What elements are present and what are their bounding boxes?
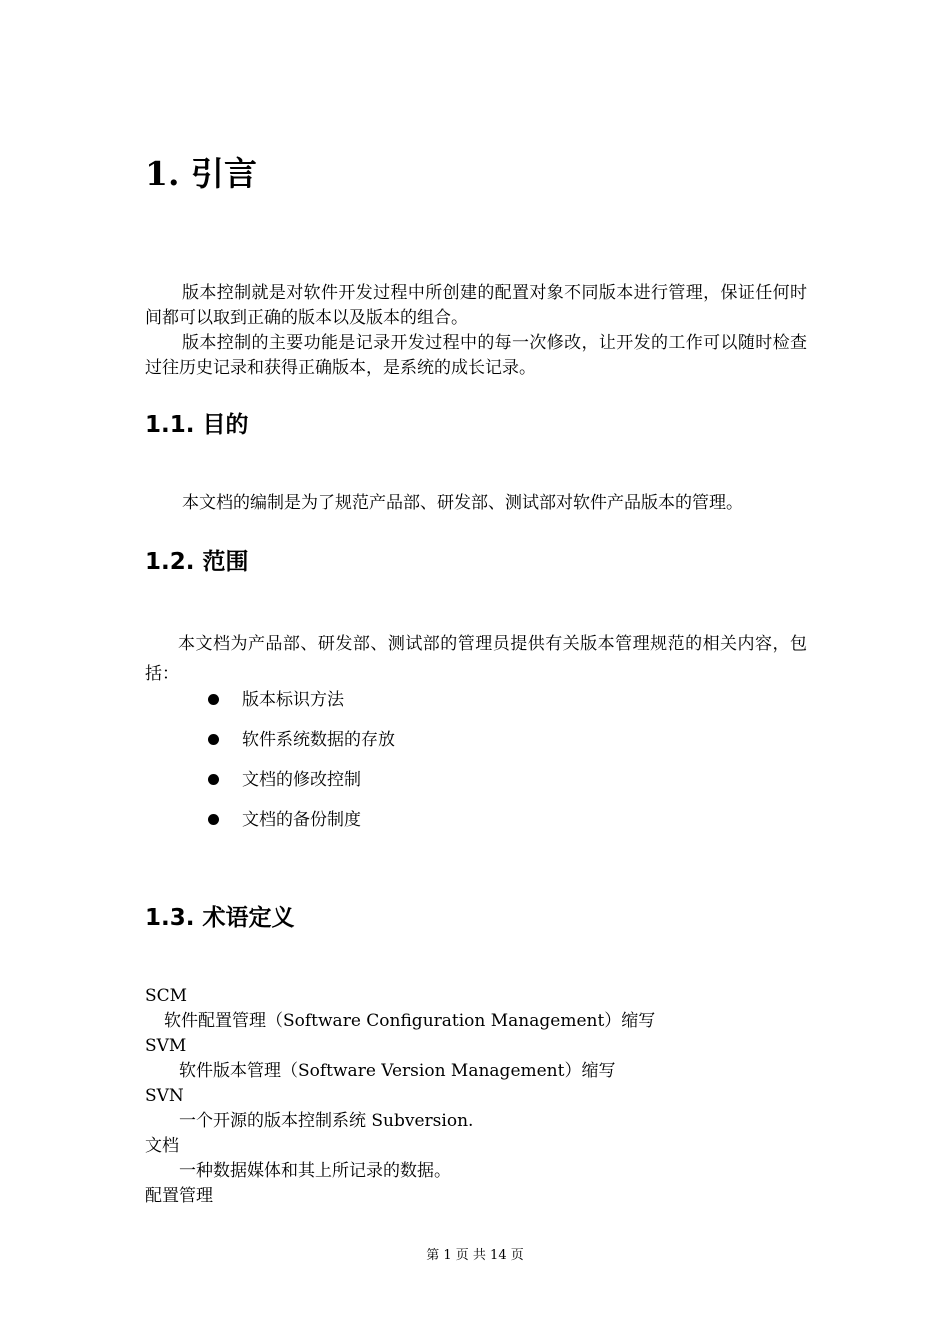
document-page: 1. 引言 版本控制就是对软件开发过程中所创建的配置对象不同版本进行管理，保证任何时间都可以取到正确的版本以及版本的组合。 版本控制的主要功能是记录开发过程中的每一次修改，让开发的工作可以随时检查过往历史记录和获得正确版本，是系统的成长记录。 1.1. 目的 本文档的编制是为了规范产品部、研发部、测试部对软件产品版本的管理。 1.2. 范围 本文档为产品部、研发部、测试部的管理员提供有关版本管理规范的相关内容，包括： 版本标识方法 软件系统数据的存放 文档的修改控制 文档的备份制度 1.3. 术语定义 SCM 软件配置管理（Software Configuration Management）缩写 SVM 软件版本管理（Software Version Management）缩写 SVN 一个开源的版本控制系统 Subversion. 文档 一种数据媒体和其上所记录的数据。 配置管理 第 1 页 共 14 页 — [0, 0, 950, 1344]
term-document: 文档 — [145, 1136, 179, 1156]
heading-terms: 1.3. 术语定义 — [145, 905, 295, 931]
term-config-management: 配置管理 — [145, 1186, 213, 1206]
term-svn-definition: 一个开源的版本控制系统 Subversion. — [179, 1111, 474, 1131]
bullet-dot-icon — [208, 734, 219, 745]
heading-purpose: 1.1. 目的 — [145, 412, 249, 438]
scope-paragraph: 本文档为产品部、研发部、测试部的管理员提供有关版本管理规范的相关内容，包括： — [145, 634, 807, 684]
term-svm: SVM — [145, 1036, 187, 1056]
intro-paragraph-1: 版本控制就是对软件开发过程中所创建的配置对象不同版本进行管理，保证任何时间都可以取到正确的版本以及版本的组合。 — [145, 283, 807, 328]
heading-scope: 1.2. 范围 — [145, 549, 249, 575]
bullet-dot-icon — [208, 694, 219, 705]
bullet-dot-icon — [208, 774, 219, 785]
term-scm: SCM — [145, 986, 188, 1006]
intro-paragraph-2: 版本控制的主要功能是记录开发过程中的每一次修改，让开发的工作可以随时检查过往历史记录和获得正确版本，是系统的成长记录。 — [145, 333, 807, 378]
term-scm-definition: 软件配置管理（Software Configuration Management）缩写 — [164, 1011, 656, 1031]
purpose-paragraph: 本文档的编制是为了规范产品部、研发部、测试部对软件产品版本的管理。 — [182, 493, 743, 513]
heading-introduction: 1. 引言 — [145, 154, 257, 193]
term-svn: SVN — [145, 1086, 184, 1106]
term-document-definition: 一种数据媒体和其上所记录的数据。 — [179, 1161, 451, 1181]
bullet-dot-icon — [208, 814, 219, 825]
term-svm-definition: 软件版本管理（Software Version Management）缩写 — [179, 1061, 616, 1081]
page-footer: 第 1 页 共 14 页 — [426, 1248, 524, 1263]
